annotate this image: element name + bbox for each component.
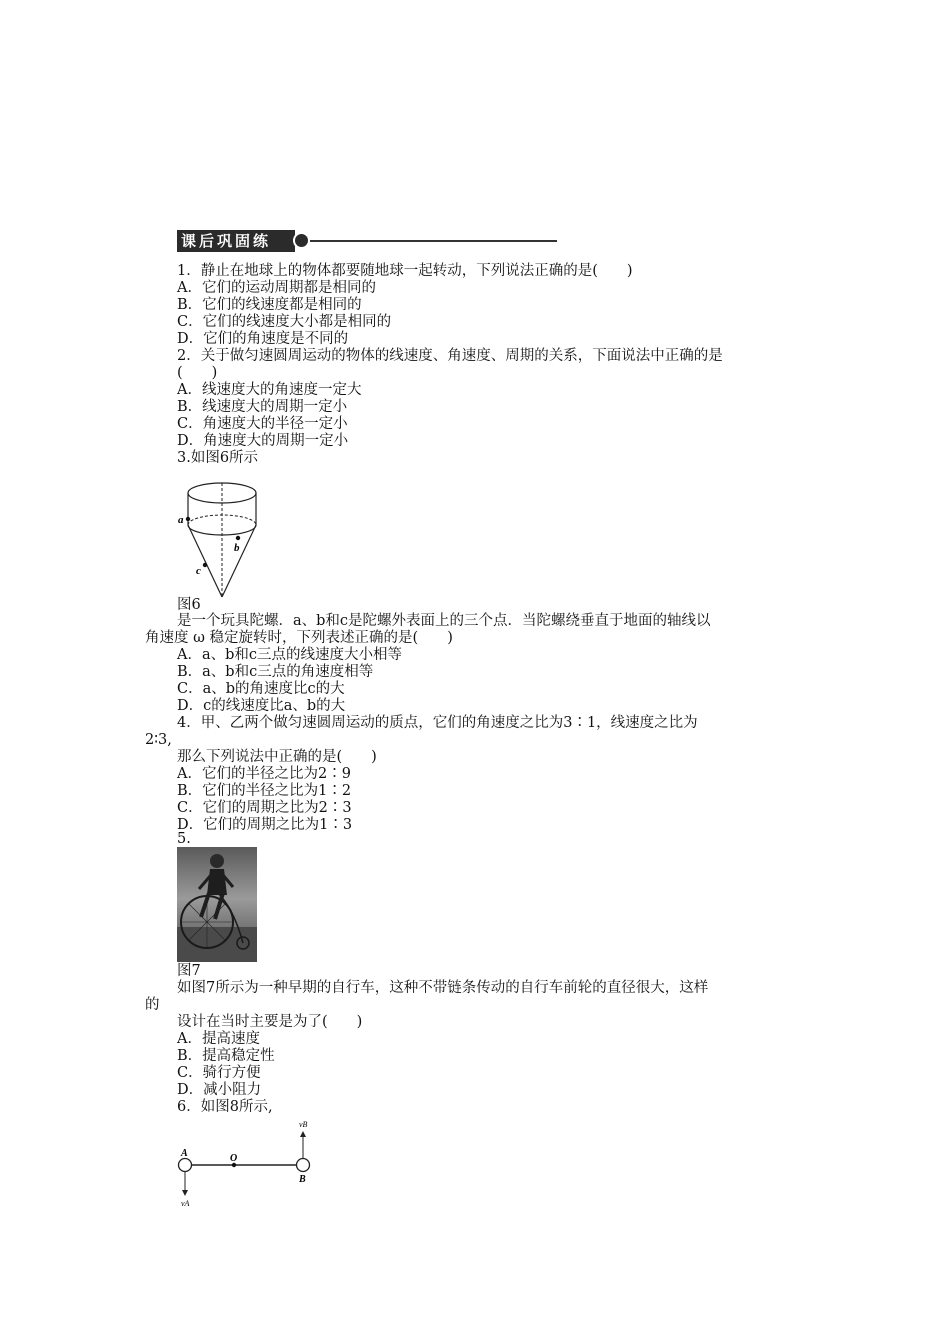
figure-6-caption: 图6 [177, 597, 201, 613]
q4-option-d: D．它们的周期之比为1∶3 [177, 817, 353, 833]
label-A: A [181, 1148, 188, 1159]
q3-intro: 3.如图6所示 [177, 450, 259, 466]
header-rule [310, 240, 557, 242]
q2-option-d: D．角速度大的周期一定小 [177, 433, 349, 449]
q1-option-a: A．它们的运动周期都是相同的 [177, 280, 376, 296]
q4-stem: 4．甲、乙两个做匀速圆周运动的质点，它们的角速度之比为3∶1，线速度之比为 [177, 715, 698, 731]
figure-8-rod-diagram [172, 1115, 322, 1210]
q4-option-a: A．它们的半径之比为2∶9 [177, 766, 351, 782]
q6-stem: 6．如图8所示, [177, 1099, 273, 1115]
q4-option-b: B．它们的半径之比为1∶2 [177, 783, 352, 799]
q5-stem: 如图7所示为一种早期的自行车，这种不带链条传动的自行车前轮的直径很大，这样 [177, 980, 709, 996]
q5-option-b: B．提高稳定性 [177, 1048, 275, 1064]
q2-option-b: B．线速度大的周期一定小 [177, 399, 348, 415]
q3-option-a: A．a、b和c三点的线速度大小相等 [177, 647, 403, 663]
q5-stem-cont: 的 [145, 997, 160, 1013]
q4-stem-cont: 2∶3, [145, 732, 172, 748]
label-vB: vB [299, 1120, 308, 1129]
q1-stem: 1．静止在地球上的物体都要随地球一起转动，下列说法正确的是( ) [177, 263, 633, 279]
section-title: 课后巩固练 [177, 230, 295, 252]
figure-7-caption: 图7 [177, 963, 201, 979]
q1-option-c: C．它们的线速度大小都是相同的 [177, 314, 392, 330]
q1-option-d: D．它们的角速度是不同的 [177, 331, 349, 347]
label-vA: vA [181, 1199, 190, 1208]
figure-7-photo [177, 847, 257, 962]
label-a: a [178, 514, 184, 526]
label-O: O [230, 1153, 238, 1164]
label-c: c [196, 565, 201, 577]
q2-stem-cont: ( ) [177, 365, 218, 381]
q2-stem: 2．关于做匀速圆周运动的物体的线速度、角速度、周期的关系，下面说法中正确的是 [177, 348, 723, 364]
q5-stem-cont-2: 设计在当时主要是为了( ) [177, 1014, 363, 1030]
q3-option-b: B．a、b和c三点的角速度相等 [177, 664, 374, 680]
q5-number: 5. [177, 831, 191, 847]
q5-option-a: A．提高速度 [177, 1031, 260, 1047]
q2-option-a: A．线速度大的角速度一定大 [177, 382, 362, 398]
q4-stem-cont-2: 那么下列说法中正确的是( ) [177, 749, 377, 765]
q2-option-c: C．角速度大的半径一定小 [177, 416, 348, 432]
label-B: B [299, 1174, 306, 1185]
q3-stem: 是一个玩具陀螺．a、b和c是陀螺外表面上的三个点．当陀螺绕垂直于地面的轴线以 [177, 613, 711, 629]
q1-option-b: B．它们的线速度都是相同的 [177, 297, 362, 313]
q5-option-c: C．骑行方便 [177, 1065, 261, 1081]
q3-option-c: C．a、b的角速度比c的大 [177, 681, 345, 697]
q3-option-d: D．c的线速度比a、b的大 [177, 698, 346, 714]
q4-option-c: C．它们的周期之比为2∶3 [177, 800, 352, 816]
figure-6-top-diagram [172, 475, 272, 600]
section-header [177, 229, 557, 253]
q3-stem-cont: 角速度 ω 稳定旋转时，下列表述正确的是( ) [145, 630, 453, 646]
q5-option-d: D．减小阻力 [177, 1082, 262, 1098]
label-b: b [234, 542, 240, 554]
bullet-icon [293, 232, 310, 249]
